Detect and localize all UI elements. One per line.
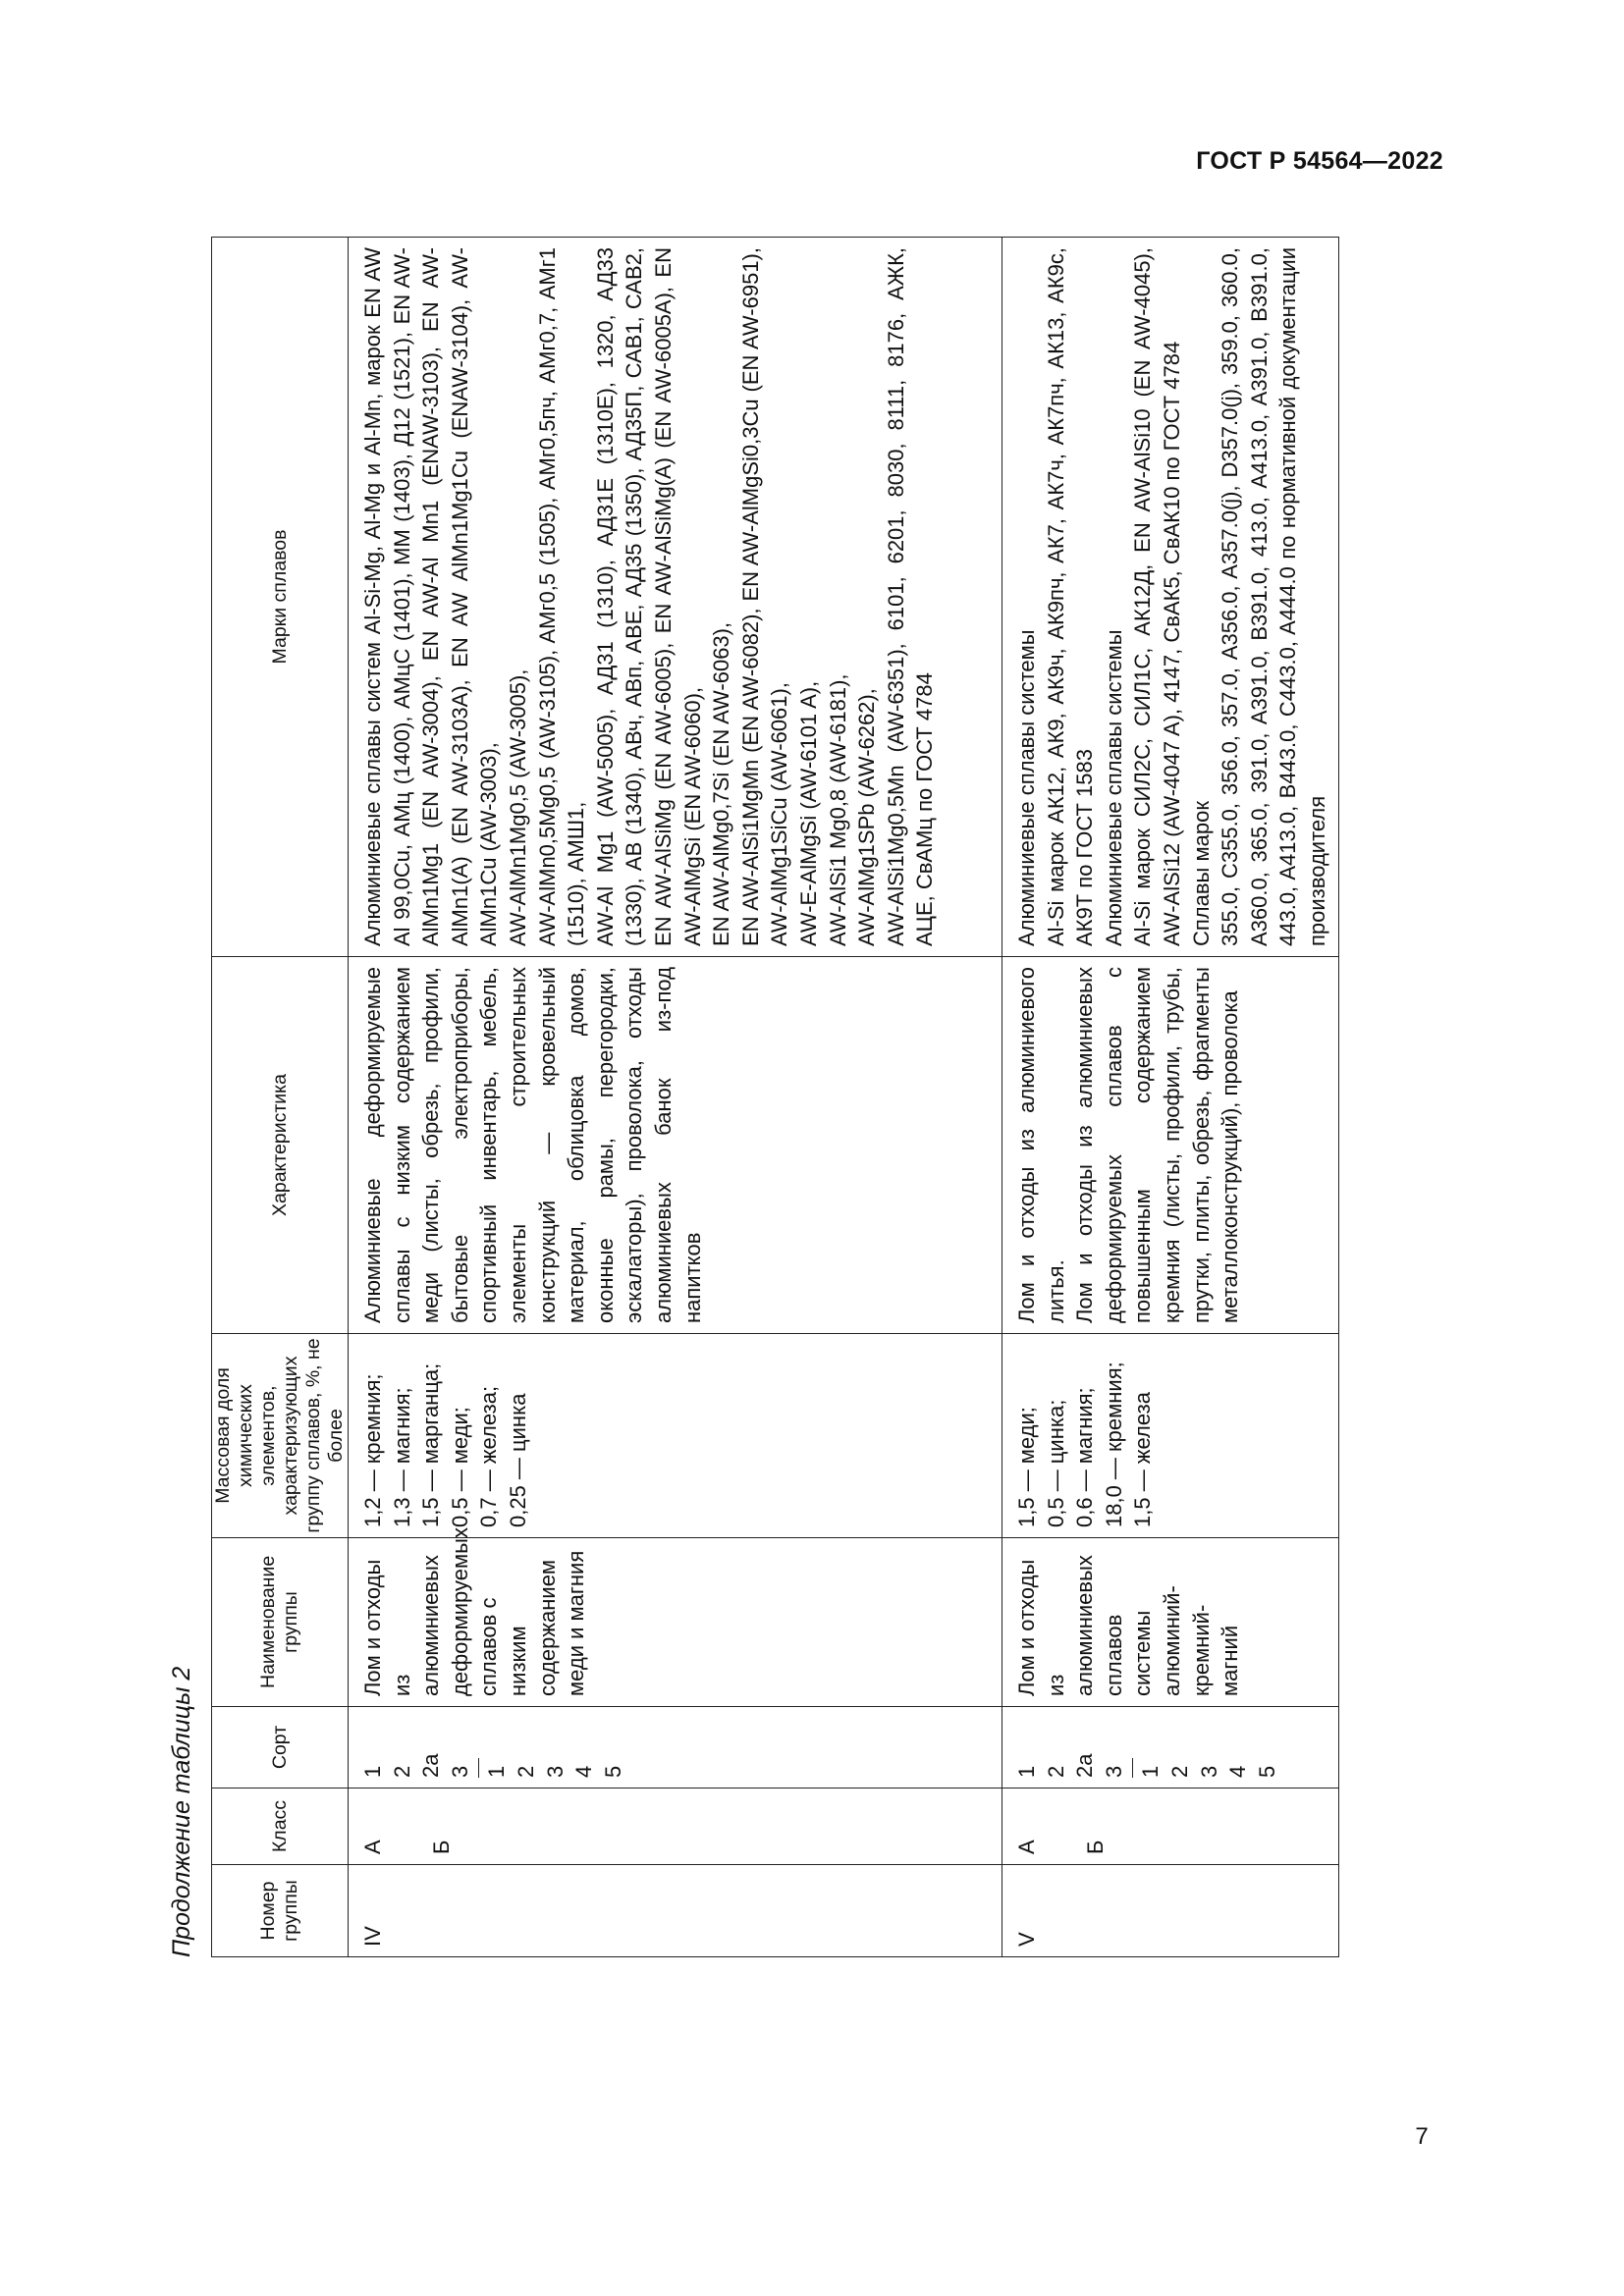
alloy-grades-line: AW-E-AlMgSi (AW-6101 A), [795, 680, 821, 946]
col-header-alloy-grades: Марки сплавов [212, 238, 349, 957]
sort-value: 1 [484, 1765, 510, 1778]
class-b: Б [428, 1840, 454, 1854]
sort-cell [349, 1707, 1002, 1789]
document-code: ГОСТ Р 54564—2022 [1196, 147, 1443, 175]
mass-fraction-line: 18,0 — кремния; [1101, 1362, 1126, 1527]
group-number-cell: V [1002, 1865, 1339, 1957]
characteristic-cell: Алюминиевые деформируемые сплавы с низким содержанием меди (листы, обрезь, профили, бытовые электроприборы, спортивный инвентарь, мебель, элементы строительных конструкций — кровельный материал, облицовка домов, оконные рамы, перегородки, эскалаторы), проволока, отходы алюминиевых банок из-под напитков [349, 957, 1002, 1334]
sort-value: 1 [1014, 1765, 1039, 1778]
class-a: А [1014, 1840, 1039, 1854]
sort-value: 5 [600, 1765, 625, 1778]
mass-fraction-line: 0,25 — цинка [505, 1393, 530, 1527]
alloy-grades-line: Алюминиевые сплавы систем Al-Si-Mg, Al-Mg и Al-Mn, марок EN AW Al 99,0Cu, АМц (1400), АМцС (1401), ММ (1403), Д12 (1521), EN AW-AlMn1Mg1 (EN AW-3004), EN AW-Al Mn1 (ENAW-3103), EN AW-AlMn1(A) (EN AW-3103A), EN AW AlMn1Mg1Cu (ENAW-3104), AW-AlMn1Cu (AW-3003), [360, 247, 502, 946]
table-row [1002, 238, 1339, 1957]
group-name-cell: Лом и отходы из алюминиевых сплавов системы алюминий-кремний-магний [1002, 1538, 1339, 1707]
mass-fraction-line: 0,6 — магния; [1072, 1387, 1098, 1527]
sort-value: 3 [447, 1765, 472, 1778]
mass-fraction-cell [1002, 1334, 1339, 1538]
sort-divider [478, 1758, 479, 1778]
col-header-group-number: Номер группы [212, 1865, 349, 1957]
alloy-grades-line: AW-AlSi1Mg0,5Mn (AW-6351), 6101, 6201, 8030, 8111, 8176, АЖК, АЦЕ, СвАМц по ГОСТ 4784 [883, 247, 938, 946]
alloy-grades-line: 355.0, С355.0, 356.0, 357.0, A356.0, A357.0(j), D357.0(j), 359.0, 360.0, A360.0, 365.0, 391.0, A391.0, B391.0, 413.0, A413.0, A391.0, B391.0, 443.0, A413.0, B443.0, C443.0, A444.0 по нормативной документации производителя [1218, 247, 1329, 946]
sort-value: 2 [1166, 1765, 1192, 1778]
table-header-row [212, 238, 349, 1957]
sort-value: 2 [1043, 1765, 1068, 1778]
sort-value: 2а [1072, 1753, 1098, 1778]
alloy-grades-line: AW-AlMn1Mg0,5 (AW-3005), [505, 668, 530, 946]
sort-value: 3 [1101, 1765, 1126, 1778]
sort-value: 3 [542, 1765, 568, 1778]
alloy-grades-line: Алюминиевые сплавы системы [1014, 629, 1039, 946]
sort-value: 5 [1254, 1765, 1279, 1778]
sort-value: 2 [513, 1765, 538, 1778]
alloy-grades-line: AW-AlSi1 Mg0,8 (AW-6181), [825, 673, 850, 946]
mass-fraction-cell [349, 1334, 1002, 1538]
mass-fraction-line: 0,7 — железа; [476, 1385, 502, 1527]
alloy-grades-line: Сплавы марок [1188, 801, 1214, 946]
mass-fraction-line: 0,5 — меди; [447, 1407, 472, 1527]
sort-value: 3 [1196, 1765, 1221, 1778]
alloy-grades-line: EN AW-AlMg0,7Si (EN AW-6063), [709, 621, 734, 946]
sort-cell [1002, 1707, 1339, 1789]
characteristic-cell [1002, 957, 1339, 1334]
col-header-mass-fraction: Массовая доля химических элементов, характеризующих группу сплавов, %, не более [212, 1334, 349, 1538]
col-header-characteristic: Характеристика [212, 957, 349, 1334]
alloy-grades-cell [349, 238, 1002, 957]
sort-value: 2 [389, 1765, 414, 1778]
sort-value: 4 [1225, 1765, 1251, 1778]
group-number-cell: IV [349, 1865, 1002, 1957]
sort-value: 1 [1138, 1765, 1164, 1778]
characteristic-line: Лом и отходы из алюминиевого литья. [1014, 967, 1068, 1323]
col-header-group-name: Наименование группы [212, 1538, 349, 1707]
mass-fraction-line: 1,5 — железа [1130, 1392, 1156, 1527]
sort-divider [1132, 1758, 1133, 1778]
sort-value: 4 [571, 1765, 597, 1778]
page-number: 7 [1415, 2123, 1429, 2150]
group-name-cell: Лом и отходы из алюминиевых деформируемых сплавов с низким содержанием меди и магния [349, 1538, 1002, 1707]
table-row [349, 238, 1002, 1957]
rotated-table-region [158, 238, 1329, 1957]
alloy-grades-line: AW-Al Mg1 (AW-5005), АД31 (1310), АД31Е (1310Е), 1320, АД33 (1330), АВ (1340), АВч, АВп, АВЕ, АД35 (1350), АД35П, САВ1, САВ2, EN AW-AlSiMg (EN AW-6005), EN AW-AlSiMg(A) (EN AW-6005A), EN AW-AlMgSi (EN AW-6060), [592, 247, 705, 946]
alloy-grades-cell [1002, 238, 1339, 957]
mass-fraction-line: 1,3 — магния; [389, 1387, 414, 1527]
mass-fraction-line: 1,5 — меди; [1014, 1407, 1039, 1527]
mass-fraction-line: 1,2 — кремния; [360, 1373, 385, 1527]
class-cell [1002, 1789, 1339, 1865]
alloy-grades-line: AW-AlMn0,5Mg0,5 (AW-3105), AMг0,5 (1505), AMг0,5пч, AMг0,7, AMг1 (1510), AMШ1, [534, 247, 589, 946]
class-b: Б [1082, 1840, 1108, 1854]
alloy-grades-line: Al-Si марок СИЛ2С, СИЛ1С, АК12Д, EN AW-AlSi10 (EN AW-4045), AW-AlSi12 (AW-4047 A), 4147, СвАК5, СвАК10 по ГОСТ 4784 [1130, 247, 1184, 946]
sort-value: 2а [418, 1753, 444, 1778]
alloy-groups-table [211, 237, 1339, 1957]
alloy-grades-line: Al-Si марок АК12, АК9, АК9ч, АК9пч, АК7, АК7ч, АК7пч, АК13, АК9с, АК9Т по ГОСТ 1583 [1043, 247, 1098, 946]
alloy-grades-line: Алюминиевые сплавы системы [1101, 629, 1126, 946]
col-header-class: Класс [212, 1789, 349, 1865]
table-caption: Продолжение таблицы 2 [168, 1666, 195, 1957]
sort-value: 1 [360, 1765, 385, 1778]
class-a: А [360, 1840, 385, 1854]
col-header-sort: Сорт [212, 1707, 349, 1789]
alloy-grades-line: EN AW-AlSi1MgMn (EN AW-6082), EN AW-AlMgSi0,3Cu (EN AW-6951), AW-AlMg1SiCu (AW-6061), [737, 247, 792, 946]
mass-fraction-line: 0,5 — цинка; [1043, 1399, 1068, 1527]
class-cell [349, 1789, 1002, 1865]
alloy-grades-line: AW-AlMg1SPb (AW-6262), [854, 688, 880, 946]
mass-fraction-line: 1,5 — марганца; [418, 1362, 444, 1527]
characteristic-line: Лом и отходы из алюминиевых деформируемых сплавов с повышенным содержанием кремния (листы, профили, трубы, прутки, плиты, обрезь, фрагменты металлоконструкций), проволока [1072, 967, 1243, 1323]
